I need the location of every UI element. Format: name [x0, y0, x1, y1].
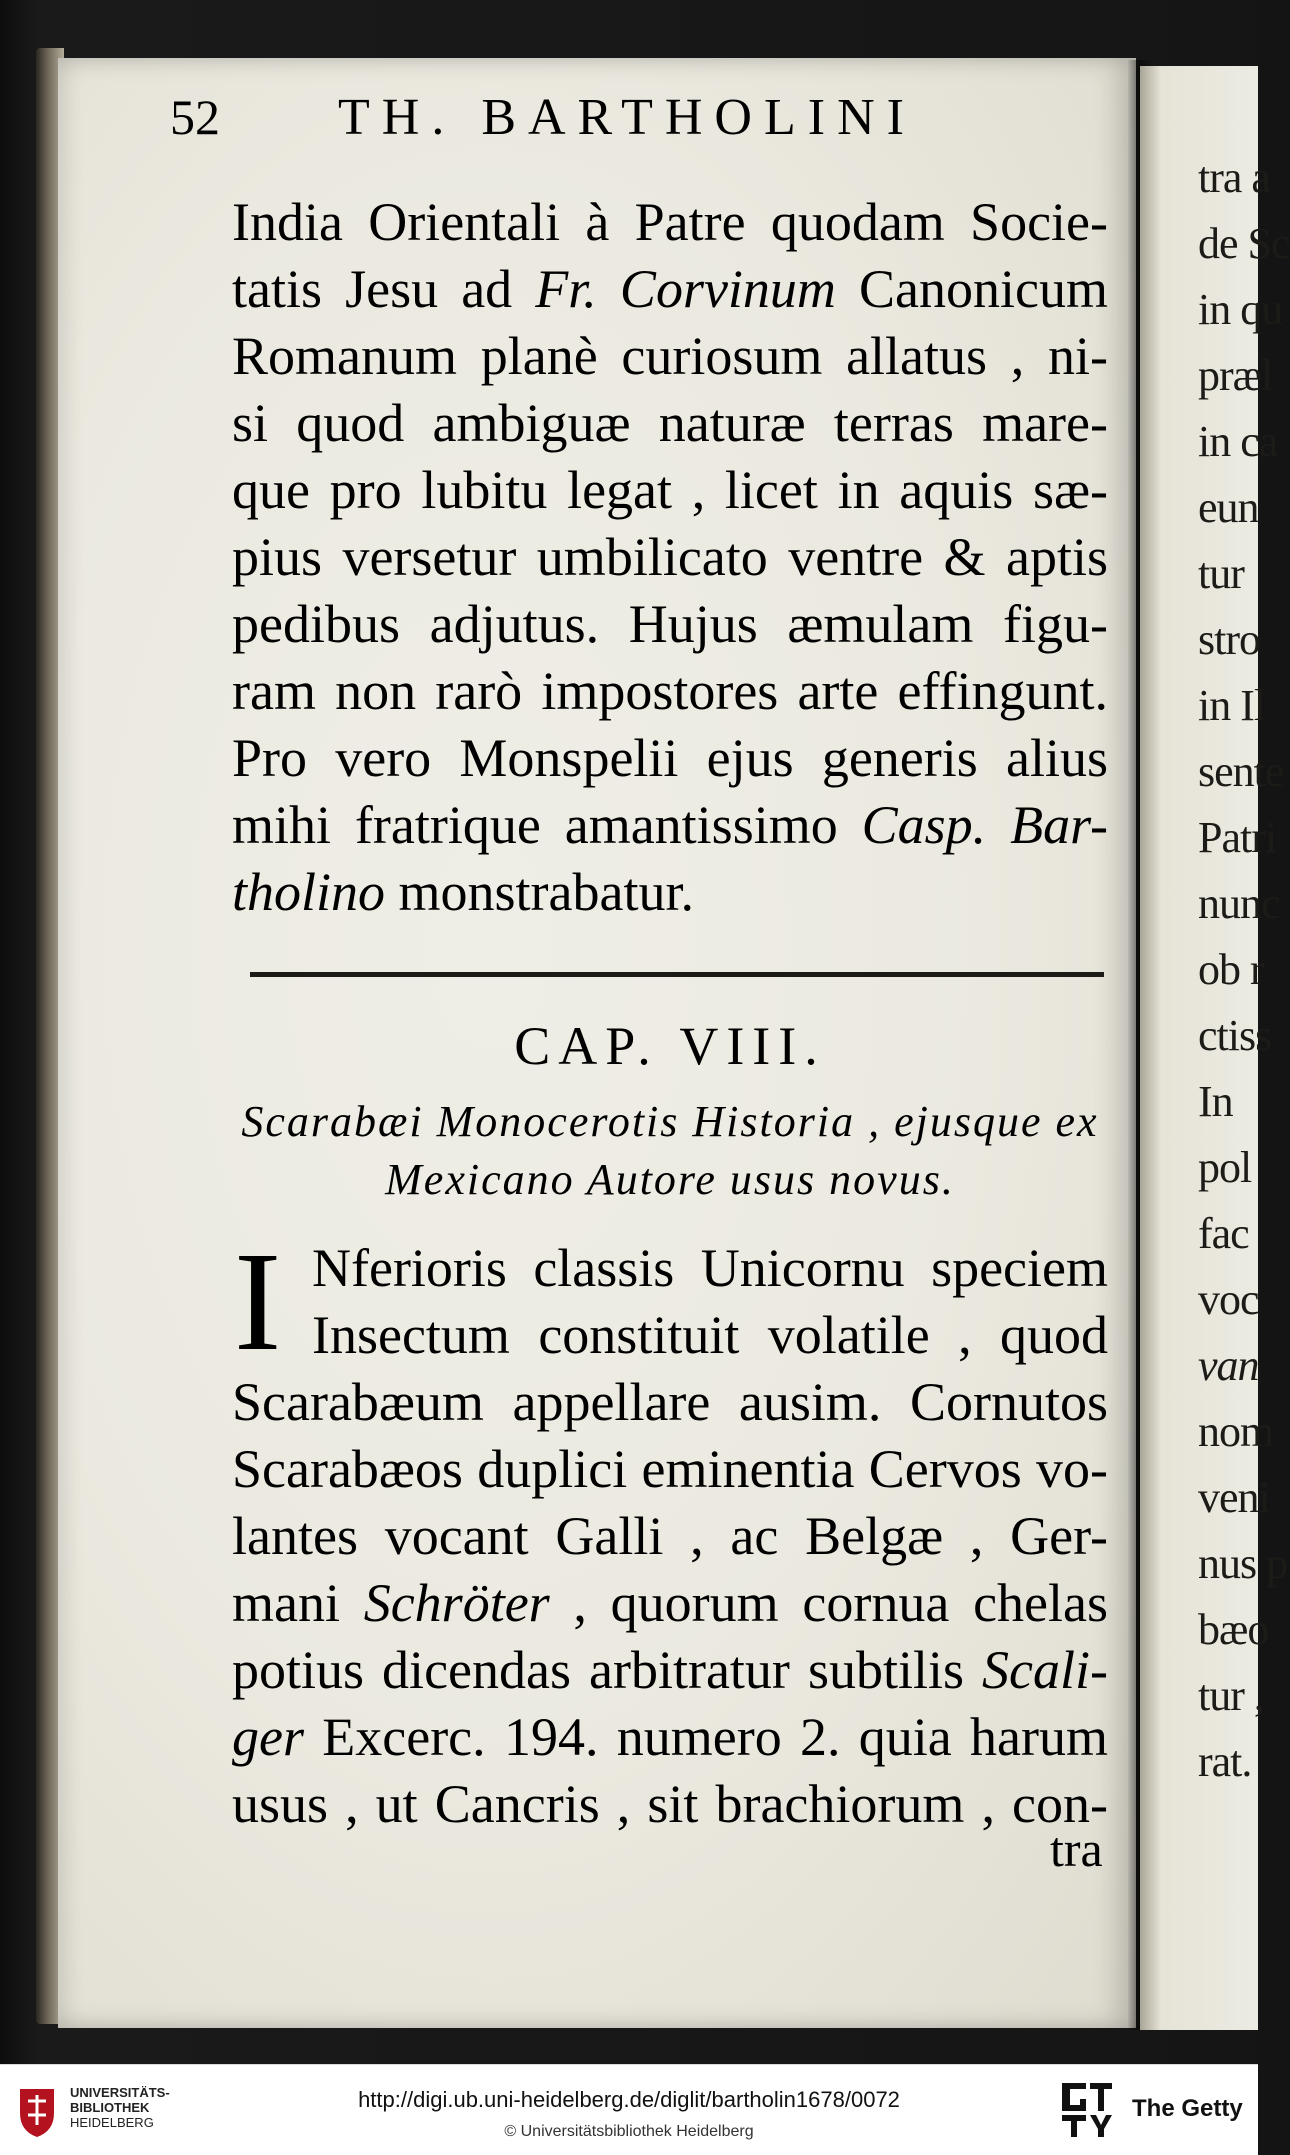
- facing-page-line: nom: [1198, 1407, 1274, 1456]
- facing-page-line: eun: [1198, 483, 1259, 532]
- text-run: ram non rarò impostores arte effingunt.: [232, 661, 1108, 721]
- body-text-line: [232, 525, 1108, 589]
- facing-page-line: nus p: [1198, 1539, 1288, 1588]
- permalink[interactable]: http://digi.ub.uni-heidelberg.de/diglit/bartholin1678/0072: [358, 2087, 900, 2112]
- copyright-notice: © Universitätsbibliothek Heidelberg: [504, 2123, 754, 2140]
- facing-page-line: nunc: [1198, 879, 1280, 928]
- body-text-line: [312, 1303, 1108, 1367]
- text-run: Nferioris classis Unicornu speciem: [312, 1238, 1108, 1298]
- facing-page: [1140, 66, 1290, 2030]
- body-text-line: [232, 324, 1108, 388]
- body-text-line: [232, 257, 1108, 321]
- text-run: pedibus adjutus. Hujus æmulam figu-: [232, 594, 1108, 654]
- text-run: Excerc. 194. numero 2. quia harum: [303, 1707, 1108, 1767]
- facing-page-line: ctiss: [1198, 1011, 1272, 1060]
- facing-page-line: bæo: [1198, 1605, 1269, 1654]
- facing-page-line: de Sc: [1198, 219, 1290, 268]
- catchword: tra: [1050, 1821, 1103, 1877]
- facing-page-line: In: [1198, 1077, 1233, 1126]
- italic-text: Fr. Corvinum: [535, 259, 836, 319]
- institution-line: BIBLIOTHEK: [70, 2100, 150, 2115]
- italic-text: tholino: [232, 862, 386, 922]
- running-title: TH. BARTHOLINI: [338, 89, 916, 146]
- body-text-line: [232, 391, 1108, 455]
- chapter-subtitle-line-1: Scarabæi Monocerotis Historia , ejusque ex: [241, 1097, 1099, 1146]
- facing-page-line: tra a: [1198, 153, 1270, 202]
- getty-logo-icon: [1058, 2079, 1116, 2141]
- body-text-line: [232, 659, 1108, 723]
- text-run: lantes vocant Galli , ac Belgæ , Ger-: [232, 1506, 1108, 1566]
- italic-text: Scali-: [982, 1640, 1108, 1700]
- text-run: Scarabæum appellare ausim. Cornutos: [232, 1372, 1108, 1432]
- facing-page-line: sente: [1198, 747, 1284, 796]
- text-run: usus , ut Cancris , sit brachiorum , con-: [232, 1774, 1108, 1834]
- facing-page-line: stro: [1198, 615, 1260, 664]
- chapter-subtitle-line-2: Mexicano Autore usus novus.: [385, 1155, 955, 1204]
- body-text-line: [232, 1571, 1108, 1635]
- partner-name: The Getty: [1132, 2095, 1243, 2122]
- body-text-line: [232, 1638, 1108, 1702]
- facing-page-line: pol: [1198, 1143, 1252, 1192]
- facing-page-line: voc: [1198, 1275, 1259, 1324]
- facing-page-line: fac: [1198, 1209, 1249, 1258]
- chapter-title: CAP. VIII.: [514, 1016, 826, 1076]
- text-run: Canonicum: [835, 259, 1108, 319]
- text-run: Insectum constituit volatile , quod: [312, 1305, 1108, 1365]
- text-run: mihi fratrique amantissimo: [232, 795, 862, 855]
- institution-line: HEIDELBERG: [70, 2115, 154, 2130]
- body-text-line: [232, 458, 1108, 522]
- facing-page-line: ob r: [1198, 945, 1264, 994]
- text-run: pius versetur umbilicato ventre & aptis: [232, 527, 1108, 587]
- text-run: mani: [232, 1573, 364, 1633]
- institution-line: UNIVERSITÄTS-: [70, 2085, 170, 2100]
- facing-page-line: tur: [1198, 549, 1244, 598]
- text-run: tatis Jesu ad: [232, 259, 536, 319]
- text-run: Scarabæos duplici eminentia Cervos vo-: [232, 1439, 1108, 1499]
- drop-cap-initial: I: [234, 1222, 282, 1380]
- facing-page-line: van: [1198, 1341, 1259, 1390]
- body-text-line: [232, 1772, 1108, 1836]
- body-text-line: [232, 726, 1108, 790]
- body-text-line: [312, 1236, 1108, 1300]
- facing-page-line: rat.: [1198, 1737, 1252, 1786]
- page-number: 52: [170, 89, 220, 145]
- body-text-line: [232, 1437, 1108, 1501]
- body-text-line: [232, 190, 1108, 254]
- body-text-line: [232, 1705, 1108, 1769]
- text-run: , quorum cornua chelas: [549, 1573, 1108, 1633]
- italic-text: Casp. Bar-: [861, 795, 1108, 855]
- facing-page-line: præl: [1198, 351, 1273, 400]
- text-run: India Orientali à Patre quodam Socie-: [232, 192, 1108, 252]
- page-header: [170, 88, 1070, 168]
- body-text-line: [232, 1370, 1108, 1434]
- italic-text: Schröter: [363, 1573, 550, 1633]
- text-run: monstrabatur.: [385, 862, 694, 922]
- body-text-line: [232, 860, 1108, 924]
- facing-page-line: in ca: [1198, 417, 1278, 466]
- body-text-line: [232, 1504, 1108, 1568]
- footer-bar: [0, 2064, 1258, 2155]
- text-run: Romanum planè curiosum allatus , ni-: [232, 326, 1108, 386]
- facing-page-line: tur ,: [1198, 1671, 1264, 1720]
- text-run: potius dicendas arbitratur subtilis: [232, 1640, 983, 1700]
- text-run: si quod ambiguæ naturæ terras mare-: [232, 393, 1108, 453]
- italic-text: ger: [232, 1707, 304, 1767]
- body-text-line: [232, 592, 1108, 656]
- body-text-line: [232, 793, 1108, 857]
- facing-page-line: in Il: [1198, 681, 1266, 730]
- facing-page-line: Patri: [1198, 813, 1277, 862]
- text-run: que pro lubitu legat , licet in aquis sæ-: [232, 460, 1108, 520]
- facing-page-line: veni: [1198, 1473, 1270, 1522]
- text-run: Pro vero Monspelii ejus generis alius: [232, 728, 1108, 788]
- facing-page-line: in qu: [1198, 285, 1283, 334]
- section-rule: [250, 972, 1104, 977]
